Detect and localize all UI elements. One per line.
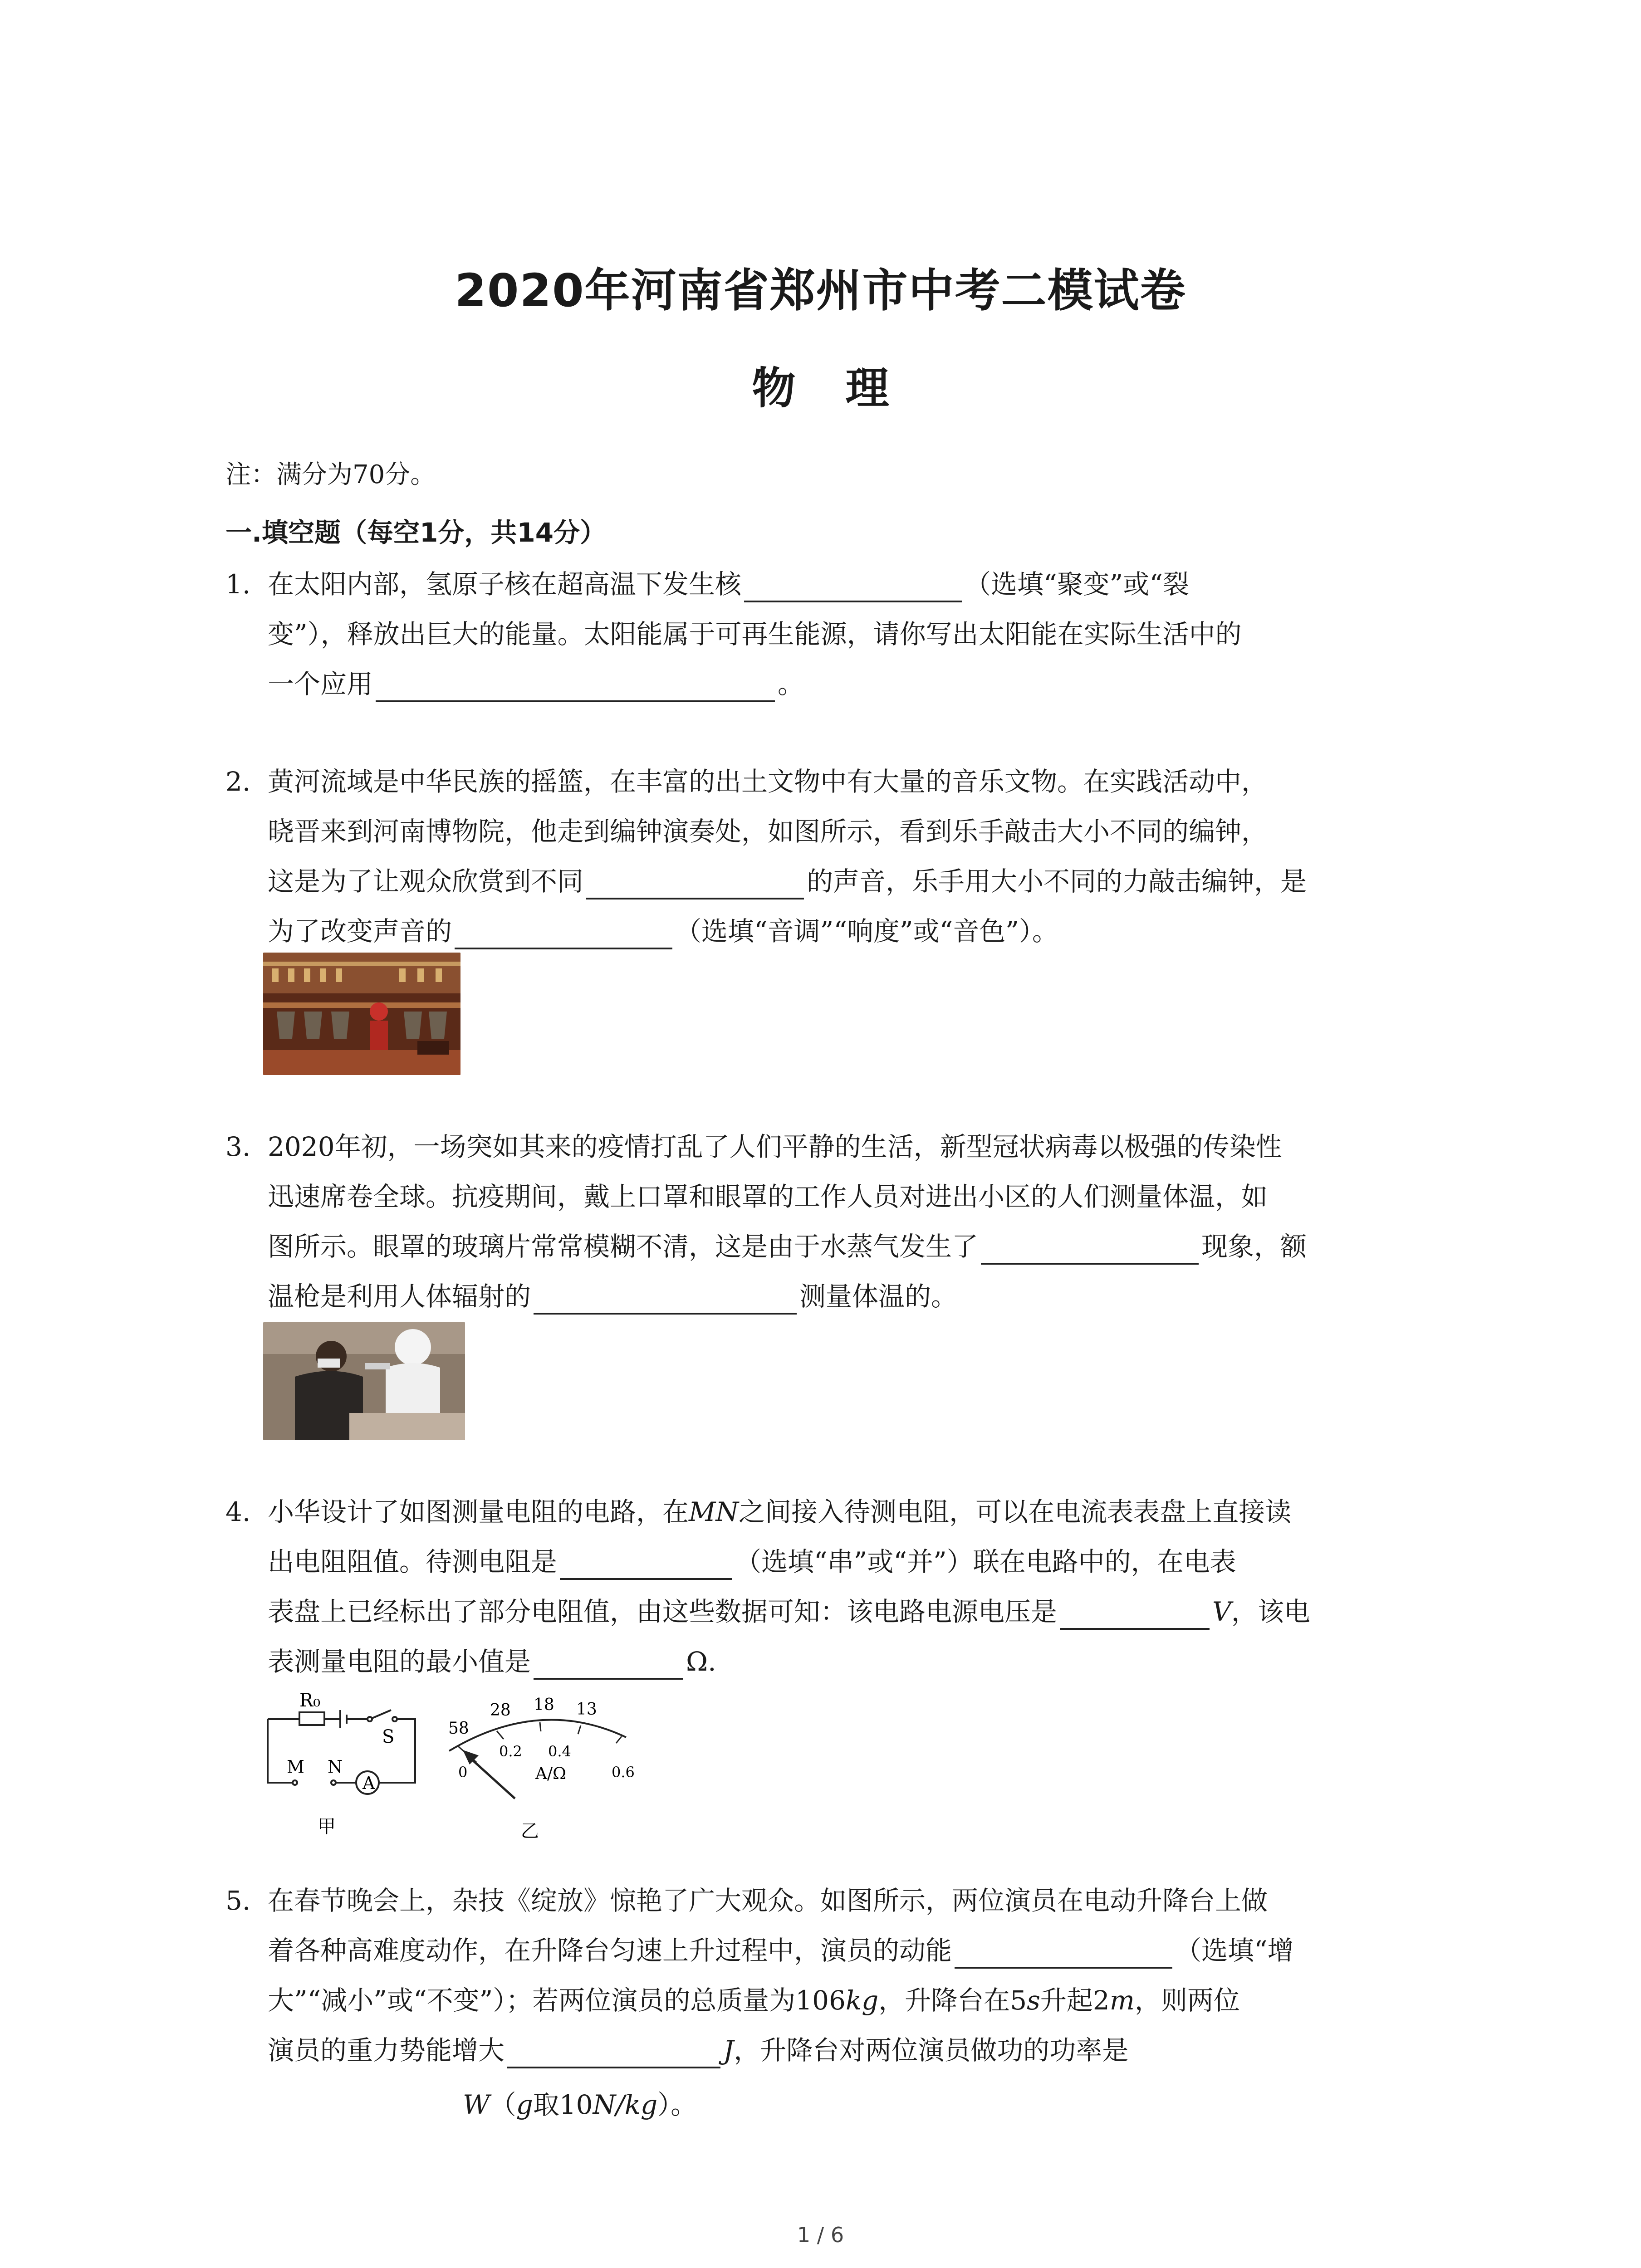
q2-line-3 xyxy=(268,863,1307,899)
q4-line-4 xyxy=(268,1643,716,1680)
q2-text: （选填“音调”“响度”或“音色”）。 xyxy=(675,916,1058,947)
page-number: 1 / 6 xyxy=(797,2223,844,2247)
q5-line-4 xyxy=(268,2032,1128,2068)
switch-s xyxy=(367,1717,372,1721)
label-m: M xyxy=(287,1757,304,1777)
q5-text: ，升降台在5 xyxy=(878,1985,1027,2016)
q3-text: 温枪是利用人体辐射的 xyxy=(268,1281,531,1312)
q4-text: 小华设计了如图测量电阻的电路，在 xyxy=(268,1496,689,1527)
temperature-check-illustration xyxy=(263,1322,465,1440)
q5-text: 升起2 xyxy=(1040,1985,1110,2016)
label-r0: R₀ xyxy=(299,1692,321,1711)
q4-line-3 xyxy=(268,1593,1310,1630)
amp-tick-label: 0.6 xyxy=(612,1764,635,1781)
q4-text: （选填“串”或“并”）联在电路中的，在电表 xyxy=(735,1546,1236,1577)
q1-line-1 xyxy=(268,566,1189,602)
q1-text: （选填“聚变”或“裂 xyxy=(965,569,1189,600)
label-ammeter: A xyxy=(362,1773,375,1793)
q3-text: 图所示。眼罩的玻璃片常常模糊不清，这是由于水蒸气发生了 xyxy=(268,1231,979,1262)
q5-text: 大”“减小”或“不变”）；若两位演员的总质量为106 xyxy=(268,1985,846,2016)
q4-var: MN xyxy=(689,1496,739,1527)
q5-text: 演员的重力势能增大 xyxy=(268,2035,505,2066)
q3-line-3 xyxy=(268,1228,1307,1265)
page-title: 2020年河南省郑州市中考二模试卷 xyxy=(455,264,1186,317)
answer-blank[interactable] xyxy=(981,1235,1199,1265)
q4-text: 表测量电阻的最小值是 xyxy=(268,1646,531,1677)
q2-text: 的声音，乐手用大小不同的力敲击编钟，是 xyxy=(807,866,1307,897)
q5-unit: N/kg xyxy=(593,2089,658,2120)
q2-line-2: 晓晋来到河南博物院，他走到编钟演奏处，如图所示，看到乐手敲击大小不同的编钟， xyxy=(268,816,1268,847)
battery xyxy=(340,1710,347,1728)
q5-var: g xyxy=(516,2089,533,2120)
q2-line-1: 黄河流域是中华民族的摇篮，在丰富的出土文物中有大量的音乐文物。在实践活动中， xyxy=(268,766,1268,797)
terminal-m xyxy=(293,1780,297,1785)
q5-text: （ xyxy=(490,2089,516,2120)
q5-text: ，则两位 xyxy=(1134,1985,1240,2016)
answer-blank[interactable] xyxy=(507,2038,720,2068)
q1-line-3 xyxy=(268,666,804,702)
answer-blank[interactable] xyxy=(534,1285,797,1315)
label-s: S xyxy=(382,1726,395,1747)
q4-text: ，该电 xyxy=(1231,1596,1310,1627)
label-n: N xyxy=(328,1757,343,1777)
question-number: 3. xyxy=(225,1131,251,1162)
q4-line-2 xyxy=(268,1544,1236,1580)
q5-text: 着各种高难度动作，在升降台匀速上升过程中，演员的动能 xyxy=(268,1935,952,1966)
q2-text: 为了改变声音的 xyxy=(268,916,452,947)
question-number: 1. xyxy=(225,569,251,600)
q4-text: 表盘上已经标出了部分电阻值，由这些数据可知：该电路电源电压是 xyxy=(268,1596,1058,1627)
q3-line-2: 迅速席卷全球。抗疫期间，戴上口罩和眼罩的工作人员对进出小区的人们测量体温，如 xyxy=(268,1181,1268,1212)
q5-text: 取10 xyxy=(533,2089,593,2120)
q4-text: Ω. xyxy=(686,1646,716,1677)
q5-unit: W xyxy=(463,2089,490,2120)
temperature-check-photo xyxy=(263,1322,465,1440)
q5-line-5 xyxy=(463,2087,697,2123)
q5-text: ，升降台对两位演员做功的功率是 xyxy=(734,2035,1129,2066)
q3-line-4 xyxy=(268,1278,957,1315)
q5-text: （选填“增 xyxy=(1175,1935,1294,1966)
bianzhong-photo xyxy=(263,953,460,1075)
q4-line-1 xyxy=(268,1494,1291,1530)
ohm-tick-label: 18 xyxy=(534,1696,554,1714)
question-number: 2. xyxy=(225,766,251,797)
q4-text: 出电阻阻值。待测电阻是 xyxy=(268,1546,558,1577)
q1-line-2: 变”），释放出巨大的能量。太阳能属于可再生能源，请你写出太阳能在实际生活中的 xyxy=(268,619,1242,650)
section-heading: 一.填空题（每空1分，共14分） xyxy=(225,517,607,548)
q2-line-4 xyxy=(268,913,1058,949)
answer-blank[interactable] xyxy=(455,919,672,949)
answer-blank[interactable] xyxy=(1060,1600,1210,1630)
q5-unit: J xyxy=(723,2035,734,2066)
q5-line-3 xyxy=(268,1982,1240,2019)
bianzhong-illustration xyxy=(263,953,460,1075)
amp-tick-label: 0.4 xyxy=(548,1743,571,1760)
question-number: 5. xyxy=(225,1885,251,1916)
q4-text: 之间接入待测电阻，可以在电流表表盘上直接读 xyxy=(739,1496,1292,1527)
q3-text: 测量体温的。 xyxy=(799,1281,958,1312)
answer-blank[interactable] xyxy=(376,672,775,702)
answer-blank[interactable] xyxy=(534,1650,683,1680)
q5-unit: m xyxy=(1109,1985,1135,2016)
amp-tick-label: 0.2 xyxy=(499,1743,522,1760)
q5-line-2 xyxy=(268,1932,1294,1969)
label-yi: 乙 xyxy=(521,1821,539,1842)
q5-unit: s xyxy=(1027,1985,1040,2016)
q1-text: 。 xyxy=(778,669,804,699)
meter-unit: A/Ω xyxy=(535,1765,566,1783)
score-note: 注：满分为70分。 xyxy=(225,460,436,489)
label-jia: 甲 xyxy=(318,1816,336,1837)
q3-text: 现象，额 xyxy=(1201,1231,1307,1262)
q5-unit: kg xyxy=(845,1985,879,2016)
q1-text: 一个应用 xyxy=(268,669,373,699)
answer-blank[interactable] xyxy=(955,1939,1172,1969)
q1-text: 在太阳内部，氢原子核在超高温下发生核 xyxy=(268,569,742,600)
answer-blank[interactable] xyxy=(560,1550,732,1580)
q5-line-1: 在春节晚会上，杂技《绽放》惊艳了广大观众。如图所示，两位演员在电动升降台上做 xyxy=(268,1885,1268,1916)
q3-line-1: 2020年初，一场突如其来的疫情打乱了人们平静的生活，新型冠状病毒以极强的传染性 xyxy=(268,1131,1282,1162)
ohm-tick-label: 13 xyxy=(576,1700,597,1719)
resistor-r0 xyxy=(299,1712,324,1725)
subject-title: 物理 xyxy=(752,363,939,414)
question-number: 4. xyxy=(225,1496,251,1527)
terminal-n xyxy=(331,1780,336,1785)
q5-text: ）。 xyxy=(657,2089,697,2120)
ohm-tick-label: 28 xyxy=(490,1701,511,1720)
circuit-figure xyxy=(263,1692,898,1846)
amp-tick-label: 0 xyxy=(458,1764,468,1781)
q4-unit: V xyxy=(1212,1596,1231,1627)
answer-blank[interactable] xyxy=(744,572,962,602)
answer-blank[interactable] xyxy=(586,870,804,899)
meter-arc xyxy=(449,1720,626,1751)
meter-needle xyxy=(467,1755,515,1799)
q2-text: 这是为了让观众欣赏到不同 xyxy=(268,866,584,897)
ohm-tick-label: 58 xyxy=(448,1719,469,1738)
